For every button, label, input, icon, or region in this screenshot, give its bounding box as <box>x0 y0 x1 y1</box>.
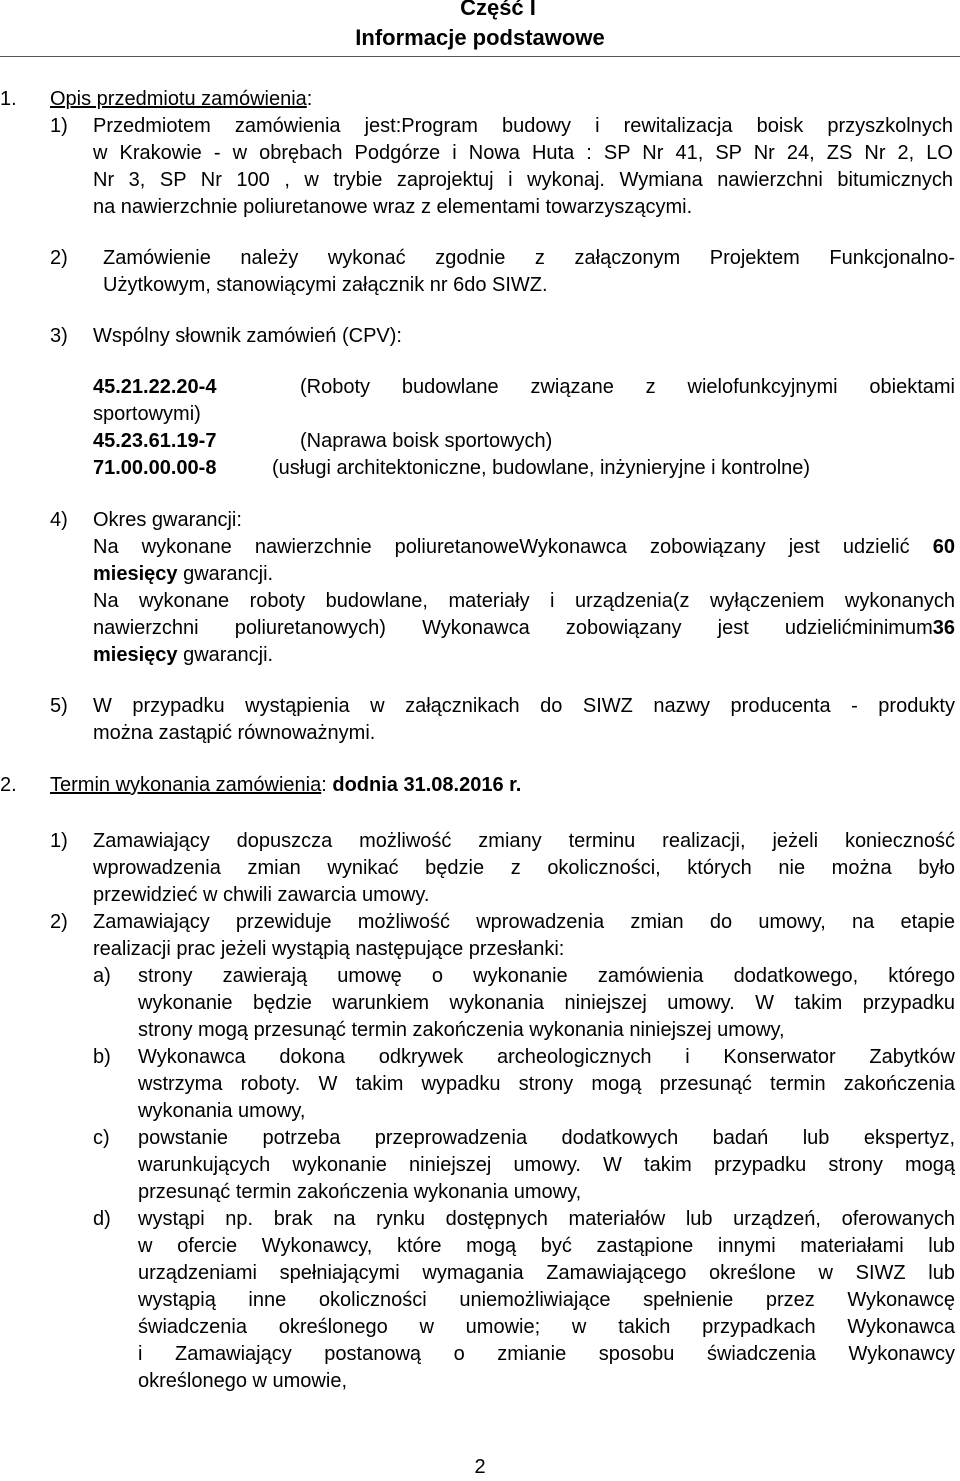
item-4-line-4 <box>93 615 955 642</box>
point-1-number: 1) <box>50 830 68 852</box>
sub-d-line-3: urządzeniami spełniającymi wymagania Zamawiającego określone w SIWZ lub <box>138 1262 955 1284</box>
cpv-code-2: 45.23.61.19-7 <box>93 430 217 452</box>
warranty-36: 36 <box>932 617 955 639</box>
cpv-code-1: 45.21.22.20-4 <box>93 376 217 398</box>
title-divider <box>0 56 960 57</box>
deadline-date: dodnia 31.08.2016 r. <box>332 774 522 796</box>
sub-c-line-2: warunkujących wykonanie niniejszej umowy. W takim przypadku strony mogą <box>138 1154 955 1176</box>
section-2-colon: : <box>321 774 333 796</box>
item-5-line-1: W przypadku wystąpienia w załącznikach do SIWZ nazwy producenta - produkty <box>93 695 955 717</box>
item-4-line-1-text: Na wykonane nawierzchnie poliuretanoweWykonawca zobowiązany jest udzielić <box>93 536 910 558</box>
sub-d-line-1: wystąpi np. brak na rynku dostępnych materiałów lub urządzeń, oferowanych <box>138 1208 955 1230</box>
section-1-number: 1. <box>0 88 17 110</box>
sub-d-line-5: świadczenia określonego w umowie; w takich przypadkach Wykonawca <box>138 1316 955 1338</box>
point-1-line-1: Zamawiający dopuszcza możliwość zmiany terminu realizacji, jeżeli konieczność <box>93 830 955 852</box>
months-label-2: miesięcy <box>93 644 178 666</box>
sub-d-line-4: wystąpią inne okoliczności uniemożliwiające spełnienie przez Wykonawcę <box>138 1289 955 1311</box>
item-5-number: 5) <box>50 695 68 717</box>
section-2-title-line <box>50 772 521 799</box>
sub-d-line-7: określonego w umowie, <box>138 1370 347 1392</box>
cpv-code-3: 71.00.00.00-8 <box>93 457 217 479</box>
sub-a-letter: a) <box>93 965 111 987</box>
item-2-line-2: Użytkowym, stanowiącymi załącznik nr 6do SIWZ. <box>103 274 548 296</box>
part-heading: Część I <box>460 0 536 20</box>
section-2-title: Termin wykonania zamówienia <box>50 774 322 796</box>
item-4-line-5-text: gwarancji. <box>177 644 274 666</box>
item-1-line-2: w Krakowie - w obrębach Podgórze i Nowa Huta : SP Nr 41, SP Nr 24, ZS Nr 2, LO <box>93 142 953 164</box>
sub-d-line-2: w ofercie Wykonawcy, które mogą być zastąpione innymi materiałami lub <box>138 1235 955 1257</box>
sub-c-line-3: przesunąć termin zakończenia wykonania umowy, <box>138 1181 582 1203</box>
item-4-line-4-text: nawierzchni poliuretanowych) Wykonawca zobowiązany jest udzielićminimum <box>93 617 933 639</box>
item-1-line-3: Nr 3, SP Nr 100 , w trybie zaprojektuj i wykonaj. Wymiana nawierzchni bitumicznych <box>93 169 953 191</box>
section-1-title-line <box>50 86 312 113</box>
cpv-desc-3: (usługi architektoniczne, budowlane, inżynieryjne i kontrolne) <box>272 457 811 479</box>
item-3-number: 3) <box>50 325 68 347</box>
item-4-title: Okres gwarancji: <box>93 509 242 531</box>
page-title: Informacje podstawowe <box>355 25 605 50</box>
sub-b-letter: b) <box>93 1046 111 1068</box>
item-5-line-2: można zastąpić równoważnymi. <box>93 722 376 744</box>
cpv-desc-1-cont: sportowymi) <box>93 403 201 425</box>
item-3-text: Wspólny słownik zamówień (CPV): <box>93 325 402 347</box>
point-2-number: 2) <box>50 911 68 933</box>
cpv-desc-2: (Naprawa boisk sportowych) <box>300 430 553 452</box>
page-number: 2 <box>474 1456 486 1478</box>
point-2-line-1: Zamawiający przewiduje możliwość wprowadzenia zmian do umowy, na etapie <box>93 911 955 933</box>
sub-b-line-1: Wykonawca dokona odkrywek archeologicznych i Konserwator Zabytków <box>138 1046 955 1068</box>
sub-a-line-3: strony mogą przesunąć termin zakończenia wykonania niniejszej umowy, <box>138 1019 785 1041</box>
warranty-60: 60 <box>932 536 956 558</box>
item-1-number: 1) <box>50 115 68 137</box>
section-1-title: Opis przedmiotu zamówienia <box>50 88 307 110</box>
point-2-line-2: realizacji prac jeżeli wystąpią następujące przesłanki: <box>93 938 565 960</box>
sub-d-line-6: i Zamawiający postanową o zmianie sposobu świadczenia Wykonawcy <box>138 1343 955 1365</box>
point-1-line-2: wprowadzenia zmian wynikać będzie z okoliczności, których nie można było <box>93 857 955 879</box>
item-2-number: 2) <box>50 247 68 269</box>
sub-d-letter: d) <box>93 1208 111 1230</box>
item-4-line-5 <box>93 642 273 669</box>
sub-b-line-3: wykonania umowy, <box>138 1100 306 1122</box>
months-label-1: miesięcy <box>93 563 178 585</box>
item-4-line-2 <box>93 561 273 588</box>
item-4-line-3: Na wykonane roboty budowlane, materiały i urządzenia(z wyłączeniem wykonanych <box>93 590 955 612</box>
sub-a-line-1: strony zawierają umowę o wykonanie zamówienia dodatkowego, którego <box>138 965 955 987</box>
sub-a-line-2: wykonanie będzie warunkiem wykonania niniejszej umowy. W takim przypadku <box>138 992 955 1014</box>
point-1-line-3: przewidzieć w chwili zawarcia umowy. <box>93 884 430 906</box>
item-2-line-1: Zamówienie należy wykonać zgodnie z załączonym Projektem Funkcjonalno- <box>103 247 955 269</box>
section-1-colon: : <box>306 88 313 110</box>
sub-c-letter: c) <box>93 1127 110 1149</box>
item-4-line-1 <box>93 534 955 561</box>
cpv-desc-1: (Roboty budowlane związane z wielofunkcyjnymi obiektami <box>300 376 955 398</box>
sub-b-line-2: wstrzyma roboty. W takim wypadku strony mogą przesunąć termin zakończenia <box>138 1073 955 1095</box>
sub-c-line-1: powstanie potrzeba przeprowadzenia dodatkowych badań lub ekspertyz, <box>138 1127 955 1149</box>
item-1-line-4: na nawierzchnie poliuretanowe wraz z elementami towarzyszącymi. <box>93 196 693 218</box>
item-4-line-2-text: gwarancji. <box>177 563 274 585</box>
item-1-line-1: Przedmiotem zamówienia jest:Program budowy i rewitalizacja boisk przyszkolnych <box>93 115 953 137</box>
item-4-number: 4) <box>50 509 68 531</box>
section-2-number: 2. <box>0 774 17 796</box>
